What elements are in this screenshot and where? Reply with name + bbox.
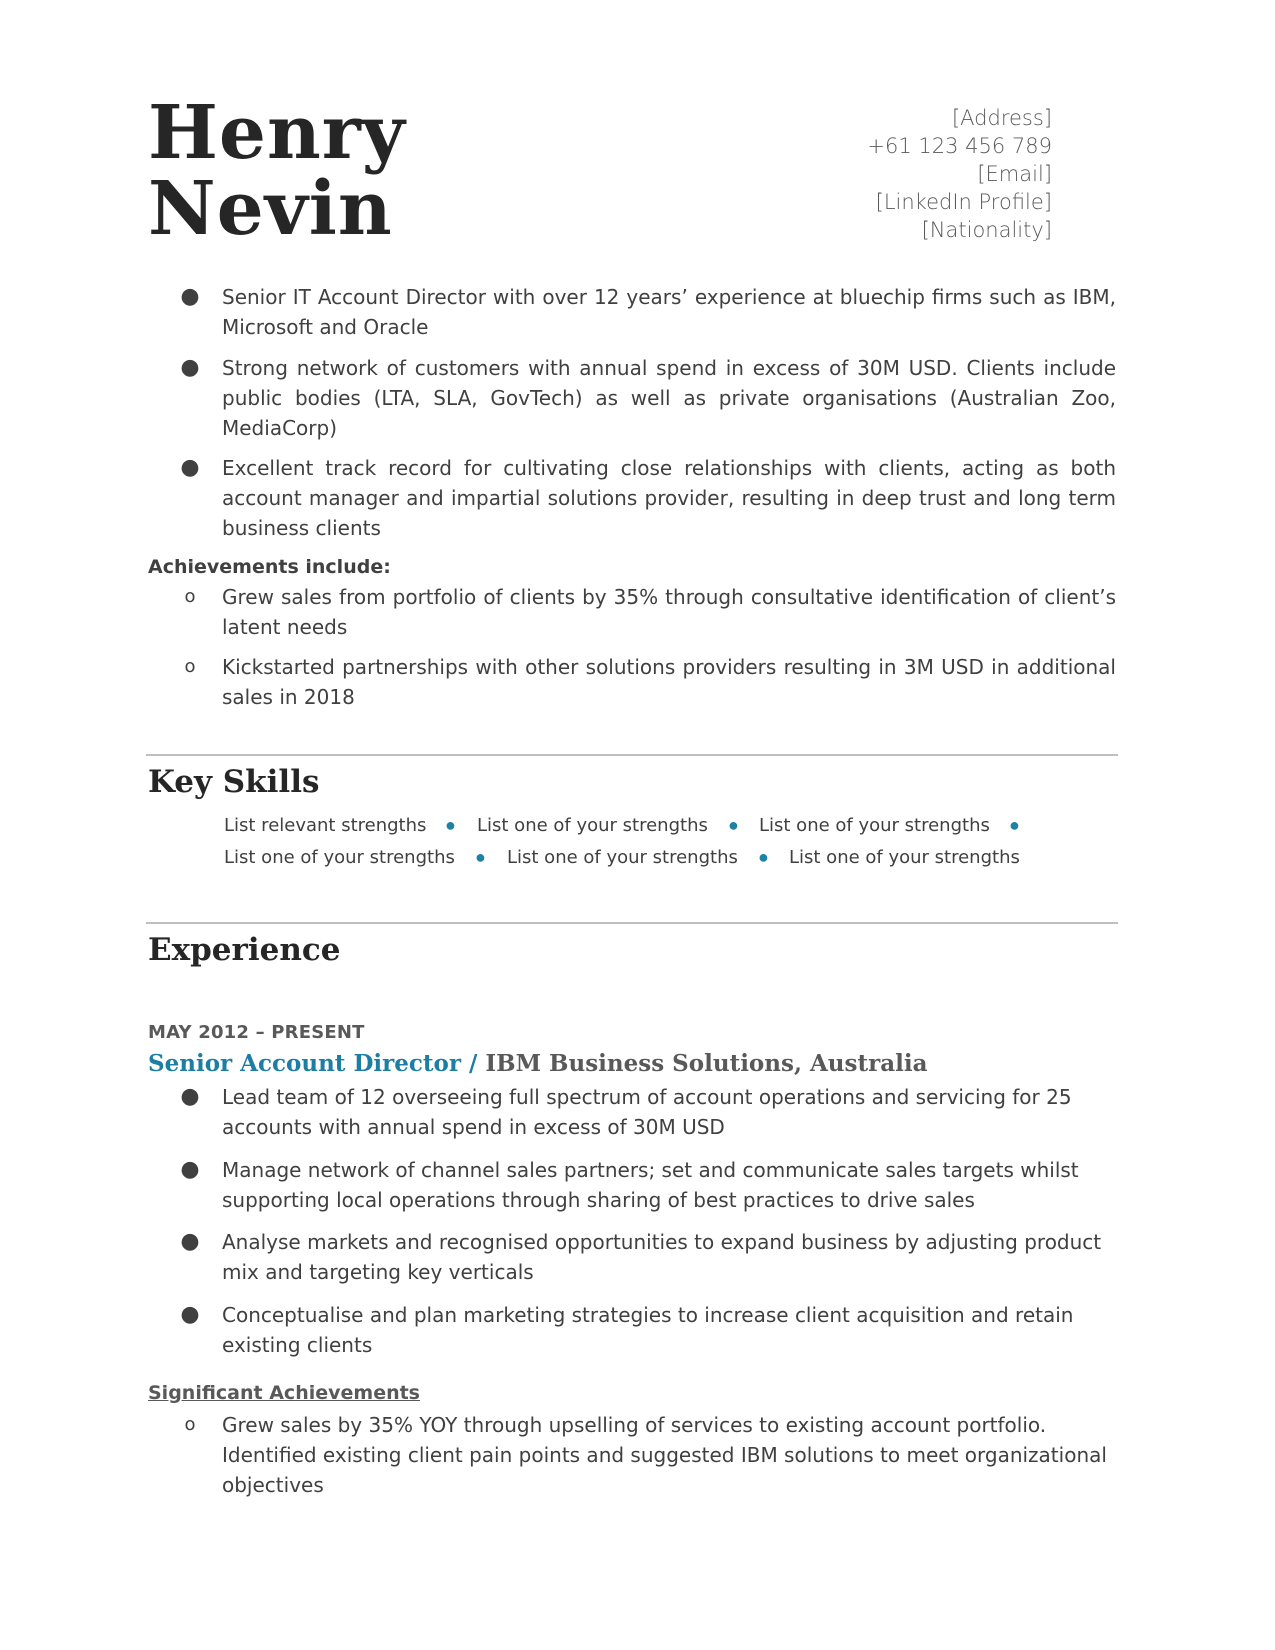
duty-item: ● Conceptualise and plan marketing strategies to increase client acquisition and retain existing clients: [180, 1302, 1074, 1357]
job-role: Senior Account Director /: [148, 1050, 478, 1077]
bullet-icon: ●: [180, 355, 200, 380]
achievements-heading: Achievements include:: [148, 556, 391, 578]
duty-item: ● Lead team of 12 overseeing full spectrum of account operations and servicing for 25 accounts with annual spend in excess of 30M USD: [180, 1084, 1072, 1139]
achievement-item: o Kickstarted partnerships with other solutions providers resulting in 3M USD in additional sales in 2018: [222, 652, 1116, 712]
bullet-icon: ●: [180, 1084, 200, 1109]
circle-bullet-icon: o: [184, 586, 196, 607]
duty-item: ● Manage network of channel sales partners; set and communicate sales targets whilst supporting local operations through sharing of best practices to drive sales: [180, 1157, 1079, 1212]
summary-point: ● Senior IT Account Director with over 12 years’ experience at bluechip firms such as IBM, Microsoft and Oracle: [180, 284, 1116, 339]
summary-point: ● Strong network of customers with annual spend in excess of 30M USD. Clients include public bodies (LTA, SLA, GovTech) as well as private organisations (Australian Zoo, MediaCorp): [180, 355, 1116, 440]
job-dates: MAY 2012 – PRESENT: [148, 1022, 365, 1043]
significant-achievements-heading: Significant Achievements: [148, 1382, 420, 1404]
skill-separator-icon: ●: [1009, 815, 1020, 835]
contact-nationality: [Nationality]: [921, 218, 1052, 242]
achievement-item: o Grew sales by 35% YOY through upselling of services to existing account portfolio. Identified existing client pain points and suggested IBM solutions to meet organizational objectives: [222, 1410, 1116, 1500]
job-title: [148, 1050, 928, 1077]
contact-email: [Email]: [977, 162, 1052, 186]
section-divider: [146, 754, 1118, 756]
skill-separator-icon: ●: [728, 815, 739, 835]
skill-item: List relevant strengths: [224, 815, 427, 836]
skill-item: List one of your strengths: [789, 847, 1020, 868]
summary-point: ● Excellent track record for cultivating close relationships with clients, acting as both account manager and impartial solutions provider, resulting in deep trust and long term business clients: [180, 455, 1116, 540]
contact-block: [867, 104, 1052, 244]
job-company: IBM Business Solutions, Australia: [477, 1050, 928, 1077]
last-name: Nevin: [148, 166, 393, 252]
section-divider: [146, 922, 1118, 924]
skill-item: List one of your strengths: [759, 815, 990, 836]
key-skills-title: Key Skills: [148, 764, 320, 800]
skill-separator-icon: ●: [475, 847, 486, 867]
bullet-icon: ●: [180, 1302, 200, 1327]
contact-phone: +61 123 456 789: [867, 134, 1052, 158]
bullet-icon: ●: [180, 1157, 200, 1182]
skill-separator-icon: ●: [758, 847, 769, 867]
duty-item: ● Analyse markets and recognised opportunities to expand business by adjusting product mix and targeting key verticals: [180, 1229, 1102, 1284]
bullet-icon: ●: [180, 1229, 200, 1254]
bullet-icon: ●: [180, 284, 200, 309]
circle-bullet-icon: o: [184, 1414, 196, 1435]
first-name: Henry: [148, 90, 406, 176]
skill-separator-icon: ●: [445, 815, 456, 835]
circle-bullet-icon: o: [184, 656, 196, 677]
skill-item: List one of your strengths: [477, 815, 708, 836]
skill-item: List one of your strengths: [224, 847, 455, 868]
contact-address: [Address]: [951, 106, 1052, 130]
skill-item: List one of your strengths: [507, 847, 738, 868]
achievement-item: o Grew sales from portfolio of clients by 35% through consultative identification of client’s latent needs: [222, 582, 1116, 642]
bullet-icon: ●: [180, 455, 200, 480]
contact-linkedin: [LinkedIn Profile]: [875, 190, 1052, 214]
experience-title: Experience: [148, 932, 341, 968]
